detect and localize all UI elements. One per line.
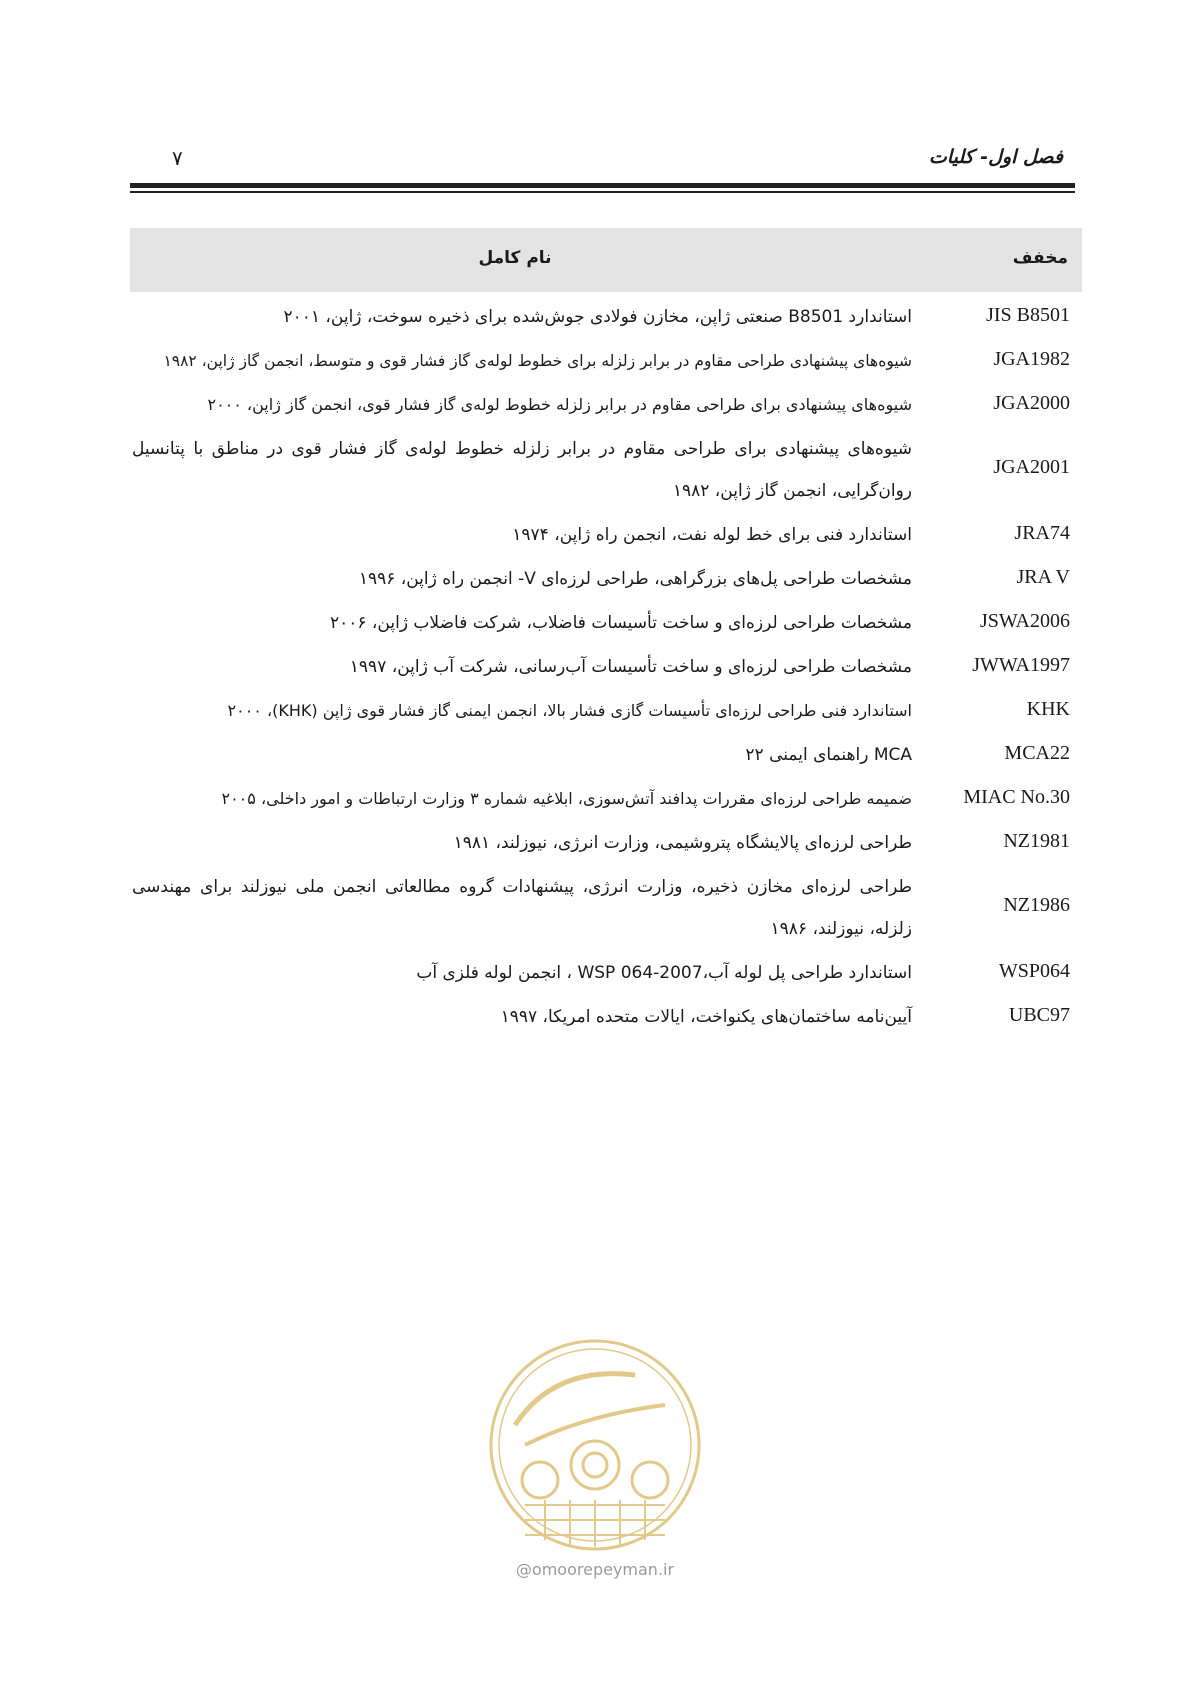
table-row: [130, 866, 1082, 952]
abbreviation-cell: NZ1986: [1003, 894, 1070, 916]
table-row: [130, 558, 1082, 602]
table-row: [130, 428, 1082, 514]
full-name-cell: طراحی لرزه‌ای پالایشگاه پتروشیمی، وزارت انرژی، نیوزلند، ۱۹۸۱: [453, 833, 912, 853]
full-name-cell: آیین‌نامه ساختمان‌های یکنواخت، ایالات متحده امریکا، ۱۹۹۷: [500, 1007, 912, 1027]
header-rule-thick: [130, 183, 1075, 188]
full-name-cell: شیوه‌های پیشنهادی برای طراحی مقاوم در برابر زلزله خطوط لوله‌ی گاز فشار قوی، انجمن گاز ژاپن، ۲۰۰۰: [207, 395, 912, 414]
abbreviation-cell: NZ1981: [1003, 830, 1070, 852]
watermark-logo: [485, 1335, 705, 1555]
abbreviation-cell: JRA74: [1014, 522, 1070, 544]
abbreviations-table: [130, 296, 1082, 1040]
abbreviation-cell: JRA V: [1016, 566, 1070, 588]
table-row: [130, 646, 1082, 690]
header-rule-thin: [130, 191, 1075, 193]
abbreviation-cell: UBC97: [1008, 1004, 1070, 1026]
abbreviation-cell: JIS B8501: [986, 304, 1070, 326]
table-row: [130, 996, 1082, 1040]
full-name-cell: طراحی لرزه‌ای مخازن ذخیره، وزارت انرژی، پیشنهادات گروه مطالعاتی انجمن ملی نیوزلند برای مهندسی زلزله، نیوزلند، ۱۹۸۶: [132, 877, 912, 939]
table-row: [130, 822, 1082, 866]
full-name-cell: شیوه‌های پیشنهادی برای طراحی مقاوم در برابر زلزله خطوط لوله‌ی گاز فشار قوی در مناطق با پتانسیل روان‌گرایی، انجمن گاز ژاپن، ۱۹۸۲: [132, 439, 912, 501]
abbreviation-cell: MCA22: [1004, 742, 1070, 764]
full-name-cell: ضمیمه طراحی لرزه‌ای مقررات پدافند آتش‌سوزی، ابلاغیه شماره ۳ وزارت ارتباطات و امور داخلی، ۲۰۰۵: [221, 789, 912, 808]
full-name-cell: مشخصات طراحی لرزه‌ای و ساخت تأسیسات فاضلاب، شرکت فاضلاب ژاپن، ۲۰۰۶: [330, 613, 912, 633]
abbreviation-cell: JWWA1997: [972, 654, 1070, 676]
abbreviation-cell: JSWA2006: [979, 610, 1070, 632]
table-row: [130, 384, 1082, 428]
full-name-cell: استاندارد فنی طراحی لرزه‌ای تأسیسات گازی فشار بالا، انجمن ایمنی گاز فشار قوی ژاپن (KHK)، ۲۰۰۰: [227, 701, 912, 720]
abbreviation-cell: MIAC No.30: [963, 786, 1070, 808]
abbreviation-cell: JGA2000: [993, 392, 1070, 414]
chapter-title: فصل اول- کلیات: [928, 146, 1063, 168]
full-name-cell: استاندارد طراحی پل لوله آب،WSP 064-2007 ، انجمن لوله فلزی آب: [416, 963, 912, 983]
table-row: [130, 690, 1082, 734]
watermark-url: @omoorepeyman.ir: [515, 1560, 675, 1579]
table-header: [130, 228, 1082, 292]
table-row: [130, 340, 1082, 384]
table-row: [130, 778, 1082, 822]
full-name-cell: مشخصات طراحی لرزه‌ای و ساخت تأسیسات آب‌رسانی، شرکت آب ژاپن، ۱۹۹۷: [349, 657, 912, 677]
full-name-cell: مشخصات طراحی پل‌های بزرگراهی، طراحی لرزه‌ای V- انجمن راه ژاپن، ۱۹۹۶: [358, 569, 912, 589]
page-number: ۷: [172, 146, 183, 170]
abbreviation-cell: JGA1982: [993, 348, 1070, 370]
abbreviation-cell: WSP064: [998, 960, 1070, 982]
column-header-full-name: نام کامل: [478, 248, 552, 268]
table-row: [130, 296, 1082, 340]
abbreviation-cell: JGA2001: [993, 456, 1070, 478]
full-name-cell: استاندارد فنی برای خط لوله نفت، انجمن راه ژاپن، ۱۹۷۴: [512, 525, 912, 545]
page-header: [130, 140, 1075, 180]
full-name-cell: شیوه‌های پیشنهادی طراحی مقاوم در برابر زلزله برای خطوط لوله‌ی گاز فشار قوی و متوسط، انجمن گاز ژاپن، ۱۹۸۲: [163, 352, 912, 370]
abbreviation-cell: KHK: [1026, 698, 1070, 720]
table-row: [130, 602, 1082, 646]
table-row: [130, 734, 1082, 778]
column-header-abbreviation: مخفف: [1012, 248, 1068, 268]
table-row: [130, 952, 1082, 996]
table-row: [130, 514, 1082, 558]
full-name-cell: استاندارد B8501 صنعتی ژاپن، مخازن فولادی جوش‌شده برای ذخیره سوخت، ژاپن، ۲۰۰۱: [283, 307, 912, 327]
full-name-cell: MCA راهنمای ایمنی ۲۲: [745, 745, 912, 765]
